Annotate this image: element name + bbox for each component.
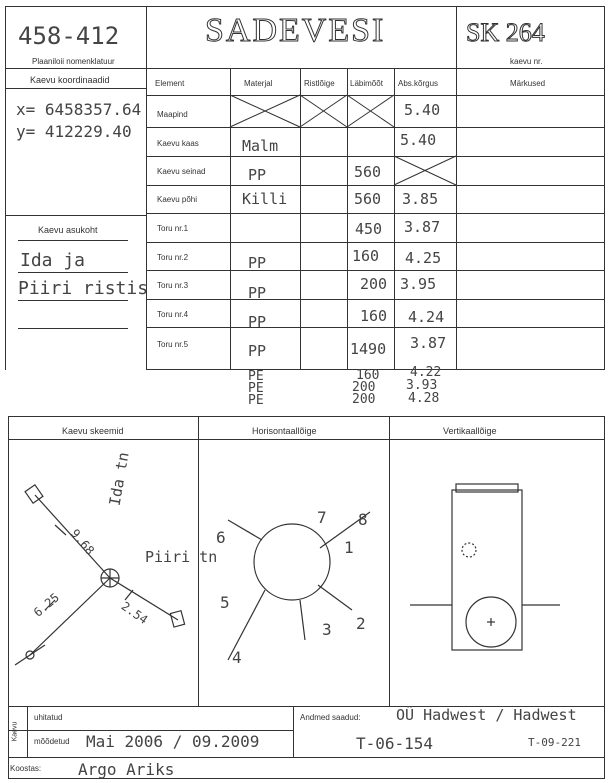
cell-diameter: 200 <box>360 275 388 293</box>
footer-row1-label: uhitatud <box>34 713 63 722</box>
extra-height: 4.22 <box>410 365 442 380</box>
row-label: Kaevu põhi <box>157 195 198 204</box>
plan-number-label: Plaaniloii nomenklatuur <box>32 57 115 66</box>
cell-height: 3.87 <box>410 334 447 352</box>
col-header-element: Element <box>155 79 185 88</box>
cell-diameter: 560 <box>354 190 382 208</box>
extra-material: PE <box>248 369 264 384</box>
cell-height: 3.87 <box>404 218 441 236</box>
col-header-material: Materjal <box>244 79 273 88</box>
row-label: Kaevu seinad <box>157 167 206 176</box>
cell-height: 4.24 <box>408 308 445 326</box>
panel-title-vertical: Vertikaallõige <box>443 426 497 436</box>
cell-height: 5.40 <box>400 131 437 149</box>
cell-height: 4.25 <box>405 249 442 267</box>
row-label: Kaevu kaas <box>157 139 199 148</box>
extra-material: PE <box>248 393 264 408</box>
footer-author: Argo Ariks <box>78 760 175 779</box>
dimension-label: 2.54 <box>118 598 151 628</box>
cell-diameter: 450 <box>355 220 383 238</box>
street-label-piiri: Piiri tn <box>145 548 218 566</box>
cell-material: Killi <box>242 190 288 208</box>
location-line1: Ida ja <box>20 250 86 271</box>
pipe-number: 7 <box>317 508 327 527</box>
row-label: Maapind <box>157 110 188 119</box>
pipe-number: 2 <box>356 614 366 633</box>
location-line2: Piiri ristis <box>18 278 149 299</box>
cell-diameter: 560 <box>354 163 382 181</box>
cell-material: PP <box>248 313 267 331</box>
dimension-label: 6.25 <box>30 590 63 620</box>
cell-material: PP <box>248 342 267 360</box>
pipe-number: 6 <box>216 528 226 547</box>
pipe-number: 8 <box>358 510 368 529</box>
pipe-number: 4 <box>232 648 242 667</box>
panel-title-schema: Kaevu skeemid <box>62 426 124 436</box>
row-label: Toru nr.2 <box>157 253 189 262</box>
cell-height: 3.85 <box>402 190 439 208</box>
location-label: Kaevu asukoht <box>38 225 98 235</box>
coord-x: x= 6458357.64 <box>16 100 142 119</box>
pipe-number: 3 <box>322 620 332 639</box>
well-number-label: kaevu nr. <box>510 57 543 66</box>
cell-height: 5.40 <box>404 101 441 119</box>
pipe-number: 1 <box>344 538 354 557</box>
cell-material: PP <box>248 284 267 302</box>
cell-diameter: 160 <box>352 247 380 265</box>
footer-data-label: Andmed saadud: <box>300 713 361 722</box>
col-header-height: Abs.kõrgus <box>398 79 439 88</box>
footer-ref2: T-09-221 <box>528 736 581 749</box>
coord-y: y= 412229.40 <box>16 122 132 141</box>
footer-row2-label: mõõdetud <box>34 737 70 746</box>
col-header-diameter: Läbimõõt <box>350 79 383 88</box>
footer-company: OÜ Hadwest / Hadwest <box>396 706 577 724</box>
footer-ref: T-06-154 <box>356 734 434 753</box>
extra-height: 4.28 <box>408 391 440 406</box>
pipe-number: 5 <box>220 593 230 612</box>
col-header-notes: Märkused <box>510 79 546 88</box>
extra-diameter: 160 <box>356 368 380 383</box>
plan-number: 458-412 <box>18 22 120 50</box>
coords-label: Kaevu koordinaadid <box>30 75 110 85</box>
footer-date: Mai 2006 / 09.2009 <box>86 732 260 751</box>
extra-height: 3.93 <box>406 378 438 393</box>
extra-material: PE <box>248 381 264 396</box>
cell-material: PP <box>248 254 267 272</box>
row-label: Toru nr.5 <box>157 340 189 349</box>
footer-side-label: Kaevu <box>11 721 19 742</box>
row-label: Toru nr.1 <box>157 224 189 233</box>
extra-diameter: 200 <box>352 380 376 395</box>
row-label: Toru nr.3 <box>157 281 189 290</box>
cell-diameter: 160 <box>360 307 388 325</box>
street-label-ida: Ida tn <box>105 450 133 508</box>
row-label: Toru nr.4 <box>157 310 189 319</box>
extra-diameter: 200 <box>352 392 376 407</box>
well-number: SK 264 <box>466 18 545 47</box>
panel-title-horizontal: Horisontaallõige <box>252 426 317 436</box>
footer-author-label: Koostas: <box>10 764 42 773</box>
cell-material: Malm <box>242 137 279 155</box>
cell-diameter: 1490 <box>350 340 387 358</box>
cell-height: 3.95 <box>400 275 437 293</box>
dimension-label: 9.68 <box>67 526 98 558</box>
col-header-section: Ristlõige <box>304 79 335 88</box>
page-title: SADEVESI <box>205 12 386 49</box>
cell-material: PP <box>248 166 267 184</box>
